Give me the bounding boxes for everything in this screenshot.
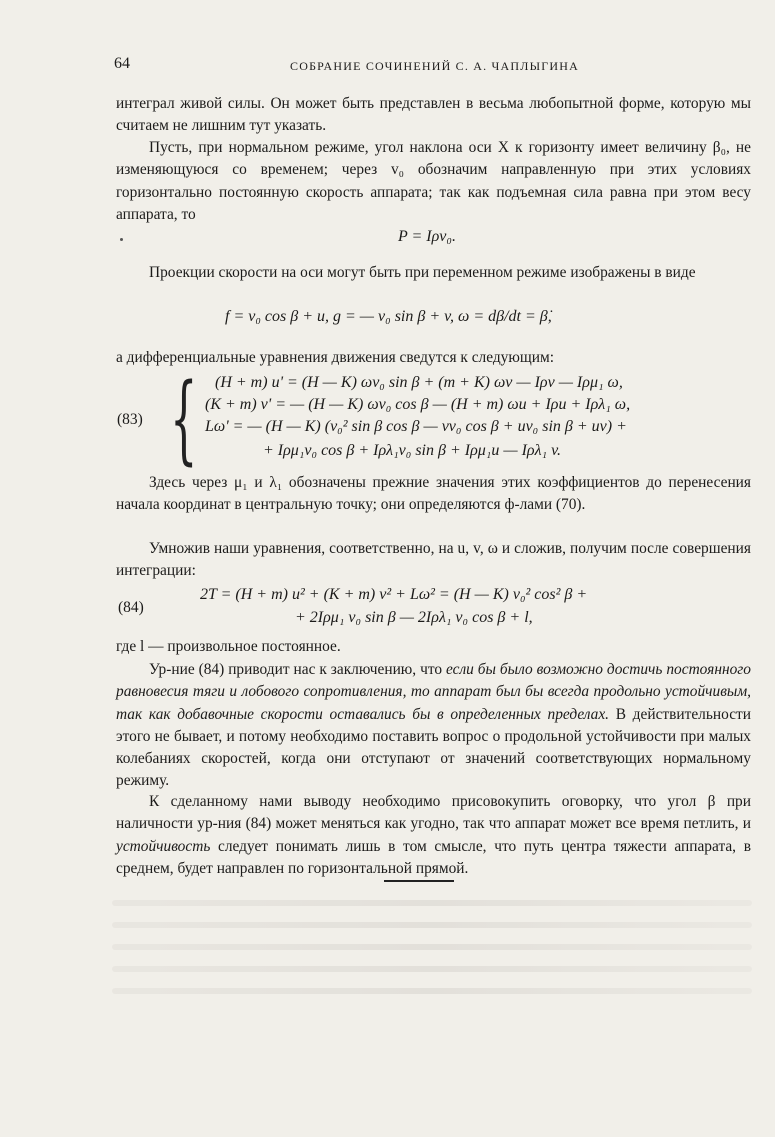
bleed-through-line [112, 966, 752, 972]
paragraph-2: Пусть, при нормальном режиме, угол наклона оси X к горизонту имеет величину β₀, не изменяющуюся со временем; через v₀ обозначим направленную при этих условиях горизонтально постоянную скорость аппарата; так как подъемная сила равна при этом весу аппарата, то [116, 139, 751, 223]
equation-83-line-2: (K + m) v' = — (H — K) ωv₀ cos β — (H + m) ωu + Iρu + Iρλ₁ ω, [205, 396, 631, 413]
equation-84-line-2: + 2Iρμ₁ v₀ sin β — 2Iρλ₁ v₀ cos β + l, [295, 609, 533, 626]
paragraph-9-end: следует понимать лишь в том смысле, что путь центра тяжести аппарата, в среднем, будет направлен по горизонтальной прямой. [116, 837, 751, 877]
decorative-dot [120, 238, 123, 241]
running-title: СОБРАНИЕ СОЧИНЕНИЙ С. А. ЧАПЛЫГИНА [290, 59, 579, 73]
paragraph-6: Умножив наши уравнения, соответственно, на u, v, ω и сложив, получим после совершения интеграции: [116, 540, 751, 580]
paragraph-9-italic: устойчивость [116, 837, 211, 855]
paragraph-9 [116, 791, 751, 880]
equation-lift: P = Iρv₀. [398, 228, 456, 245]
section-rule [384, 880, 454, 882]
equation-83-number: (83) [117, 411, 143, 428]
paragraph-9-start: К сделанному нами выводу необходимо присовокупить оговорку, что угол β при наличности ур-ния (84) может меняться как угодно, так что аппарат может все время петлить, и [116, 793, 751, 833]
equation-84-number: (84) [118, 599, 144, 616]
page-number: 64 [114, 55, 130, 72]
equation-projections: f = v₀ cos β + u, g = — v₀ sin β + v, ω = dβ/dt = β̇, [225, 308, 552, 325]
paragraph-8-start: Ур-ние (84) приводит нас к заключению, что [149, 661, 446, 678]
paragraph-3: Проекции скорости на оси могут быть при переменном режиме изображены в виде [149, 264, 696, 281]
equation-83-brace: { [170, 363, 198, 475]
paragraph-8-italic: если бы было возможно достичь постоянного равновесия тяги и лобового сопротивления, то аппарат был бы всегда продольно устойчивым, так как добавочные скорости оставались бы в определенных пределах. [116, 661, 751, 723]
paragraph-4: а дифференциальные уравнения движения сведутся к следующим: [116, 349, 554, 366]
bleed-through-line [112, 944, 752, 950]
equation-84-line-1: 2T = (H + m) u² + (K + m) v² + Lω² = (H — K) v₀² cos² β + [200, 586, 588, 603]
paragraph-8-end: В действительности этого не бывает, и потому необходимо поставить вопрос о продольной устойчивости при малых колебаниях скоростей, когда они отступают от значений соответствующих нормальному режиму. [116, 705, 751, 790]
paragraph-8 [116, 659, 751, 793]
bleed-through-line [112, 988, 752, 994]
bleed-through-line [112, 922, 752, 928]
paragraph-1: интеграл живой силы. Он может быть представлен в весьма любопытной форме, которую мы считаем не лишним тут указать. [116, 95, 751, 135]
paragraph-5: Здесь через μ₁ и λ₁ обозначены прежние значения этих коэффициентов до перенесения начала координат в центральную точку; они определяются ф-лами (70). [116, 474, 751, 514]
paragraph-7: где l — произвольное постоянное. [116, 638, 341, 655]
equation-83-line-1: (H + m) u' = (H — K) ωv₀ sin β + (m + K) ωv — Iρv — Iρμ₁ ω, [215, 374, 623, 391]
bleed-through-line [112, 900, 752, 906]
equation-83-line-4: + Iρμ₁v₀ cos β + Iρλ₁v₀ sin β + Iρμ₁u — Iρλ₁ v. [263, 442, 561, 459]
equation-83-line-3: Lω' = — (H — K) (v₀² sin β cos β — vv₀ cos β + uv₀ sin β + uv) + [205, 418, 627, 435]
